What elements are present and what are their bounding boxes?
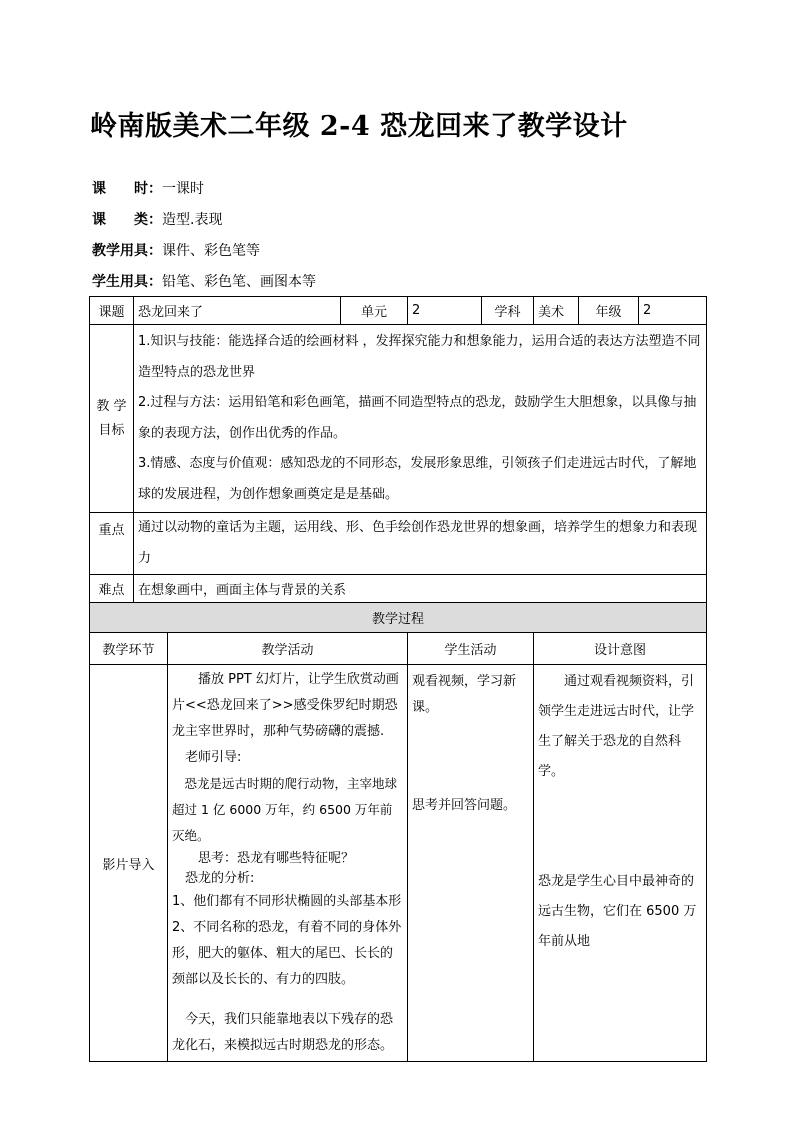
activity-line: 今天，我们只能靠地表以下残存的恐龙化石，来模拟远古时期恐龙的形态。 — [172, 1012, 394, 1053]
key-point-label: 重点 — [90, 513, 134, 575]
student-line: 观看视频，学习新课。 — [412, 674, 517, 715]
process-header-row — [90, 603, 707, 633]
activity-line: 播放 PPT 幻灯片，让学生欣赏动画片<<恐龙回来了>>感受侏罗纪时期恐龙主宰世界时，那种气势磅礴的震撼. — [172, 672, 399, 739]
meta-key: 课 时： — [92, 181, 162, 197]
difficulty-row — [90, 575, 707, 603]
goal-item: 2.过程与方法：运用铅笔和彩色画笔，描画不同造型特点的恐龙，鼓励学生大胆想象，以具像与抽象的表现方法，创作出优秀的作品。 — [138, 395, 697, 441]
meta-value: 造型.表现 — [162, 212, 223, 228]
meta-row-type — [92, 209, 222, 229]
column-header: 学生活动 — [408, 633, 534, 665]
meta-value: 铅笔、彩色笔、画图本等 — [162, 274, 316, 290]
activity-line: 恐龙的分析: — [185, 871, 255, 886]
process-columns-row — [90, 633, 707, 665]
activity-line: 恐龙是远古时期的爬行动物，主宰地球超过 1 亿 6000 万年，约 6500 万年前灭绝。 — [172, 776, 398, 843]
meta-value: 一课时 — [162, 181, 204, 197]
intent-cell — [534, 665, 707, 1062]
key-point-text: 通过以动物的童话为主题，运用线、形、色手绘创作恐龙世界的想象画，培养学生的想象力和表现力 — [134, 513, 707, 575]
unit-value: 2 — [408, 297, 482, 325]
stage-name: 影片导入 — [90, 665, 168, 1062]
intent-line: 恐龙是学生心目中最神奇的远古生物，它们在 6500 万年前从地 — [538, 874, 697, 949]
student-line: 思考并回答问题。 — [412, 798, 517, 813]
goal-item: 1.知识与技能：能选择合适的绘画材料 ，发挥探究能力和想象能力，运用合适的表达方法塑造不同造型特点的恐龙世界 — [138, 334, 701, 380]
subject-label: 学科 — [482, 297, 534, 325]
activity-cell — [168, 665, 408, 1062]
column-header: 教学活动 — [168, 633, 408, 665]
meta-row-teaching-tools — [92, 240, 260, 260]
document-title: 岭南版美术二年级 2-4 恐龙回来了教学设计 — [90, 111, 628, 142]
student-cell — [408, 665, 534, 1062]
grade-value: 2 — [639, 297, 707, 325]
grade-label: 年级 — [579, 297, 639, 325]
process-header: 教学过程 — [90, 603, 707, 633]
difficulty-text: 在想象画中，画面主体与背景的关系 — [134, 575, 707, 603]
goals-label: 教 学 目标 — [90, 325, 134, 513]
intent-line: 通过观看视频资料，引领学生走进远古时代，让学生了解关于恐龙的自然科学。 — [538, 674, 695, 779]
key-point-row — [90, 513, 707, 575]
activity-line: 思考：恐龙有哪些特征呢？ — [198, 851, 355, 866]
subject-value: 美术 — [534, 297, 579, 325]
activity-line: 2、不同名称的恐龙，有着不同的身体外形，肥大的躯体、粗大的尾巴、长长的颈部以及长长的、有力的四肢。 — [172, 920, 402, 987]
unit-label: 单元 — [341, 297, 408, 325]
column-header: 设计意图 — [534, 633, 707, 665]
difficulty-label: 难点 — [90, 575, 134, 603]
goal-item: 3.情感、态度与价值观：感知恐龙的不同形态，发展形象思维，引领孩子们走进远古时代，了解地球的发展进程，为创作想象画奠定是是基础。 — [138, 456, 697, 502]
goals-content — [134, 325, 707, 513]
lesson-plan-table — [89, 296, 707, 1062]
info-row — [90, 297, 707, 325]
column-header: 教学环节 — [90, 633, 168, 665]
meta-row-student-tools — [92, 271, 316, 291]
meta-row-period — [92, 178, 204, 198]
meta-value: 课件、彩色笔等 — [162, 243, 260, 259]
meta-key: 课 类： — [92, 212, 162, 228]
meta-key: 教学用具： — [92, 243, 162, 259]
process-row — [90, 665, 707, 1062]
topic-value: 恐龙回来了 — [134, 297, 341, 325]
topic-label: 课题 — [90, 297, 134, 325]
goals-row — [90, 325, 707, 513]
meta-key: 学生用具： — [92, 274, 162, 290]
activity-line: 1、他们都有不同形状椭圆的头部基本形 — [172, 894, 402, 909]
activity-line: 老师引导: — [185, 750, 242, 765]
